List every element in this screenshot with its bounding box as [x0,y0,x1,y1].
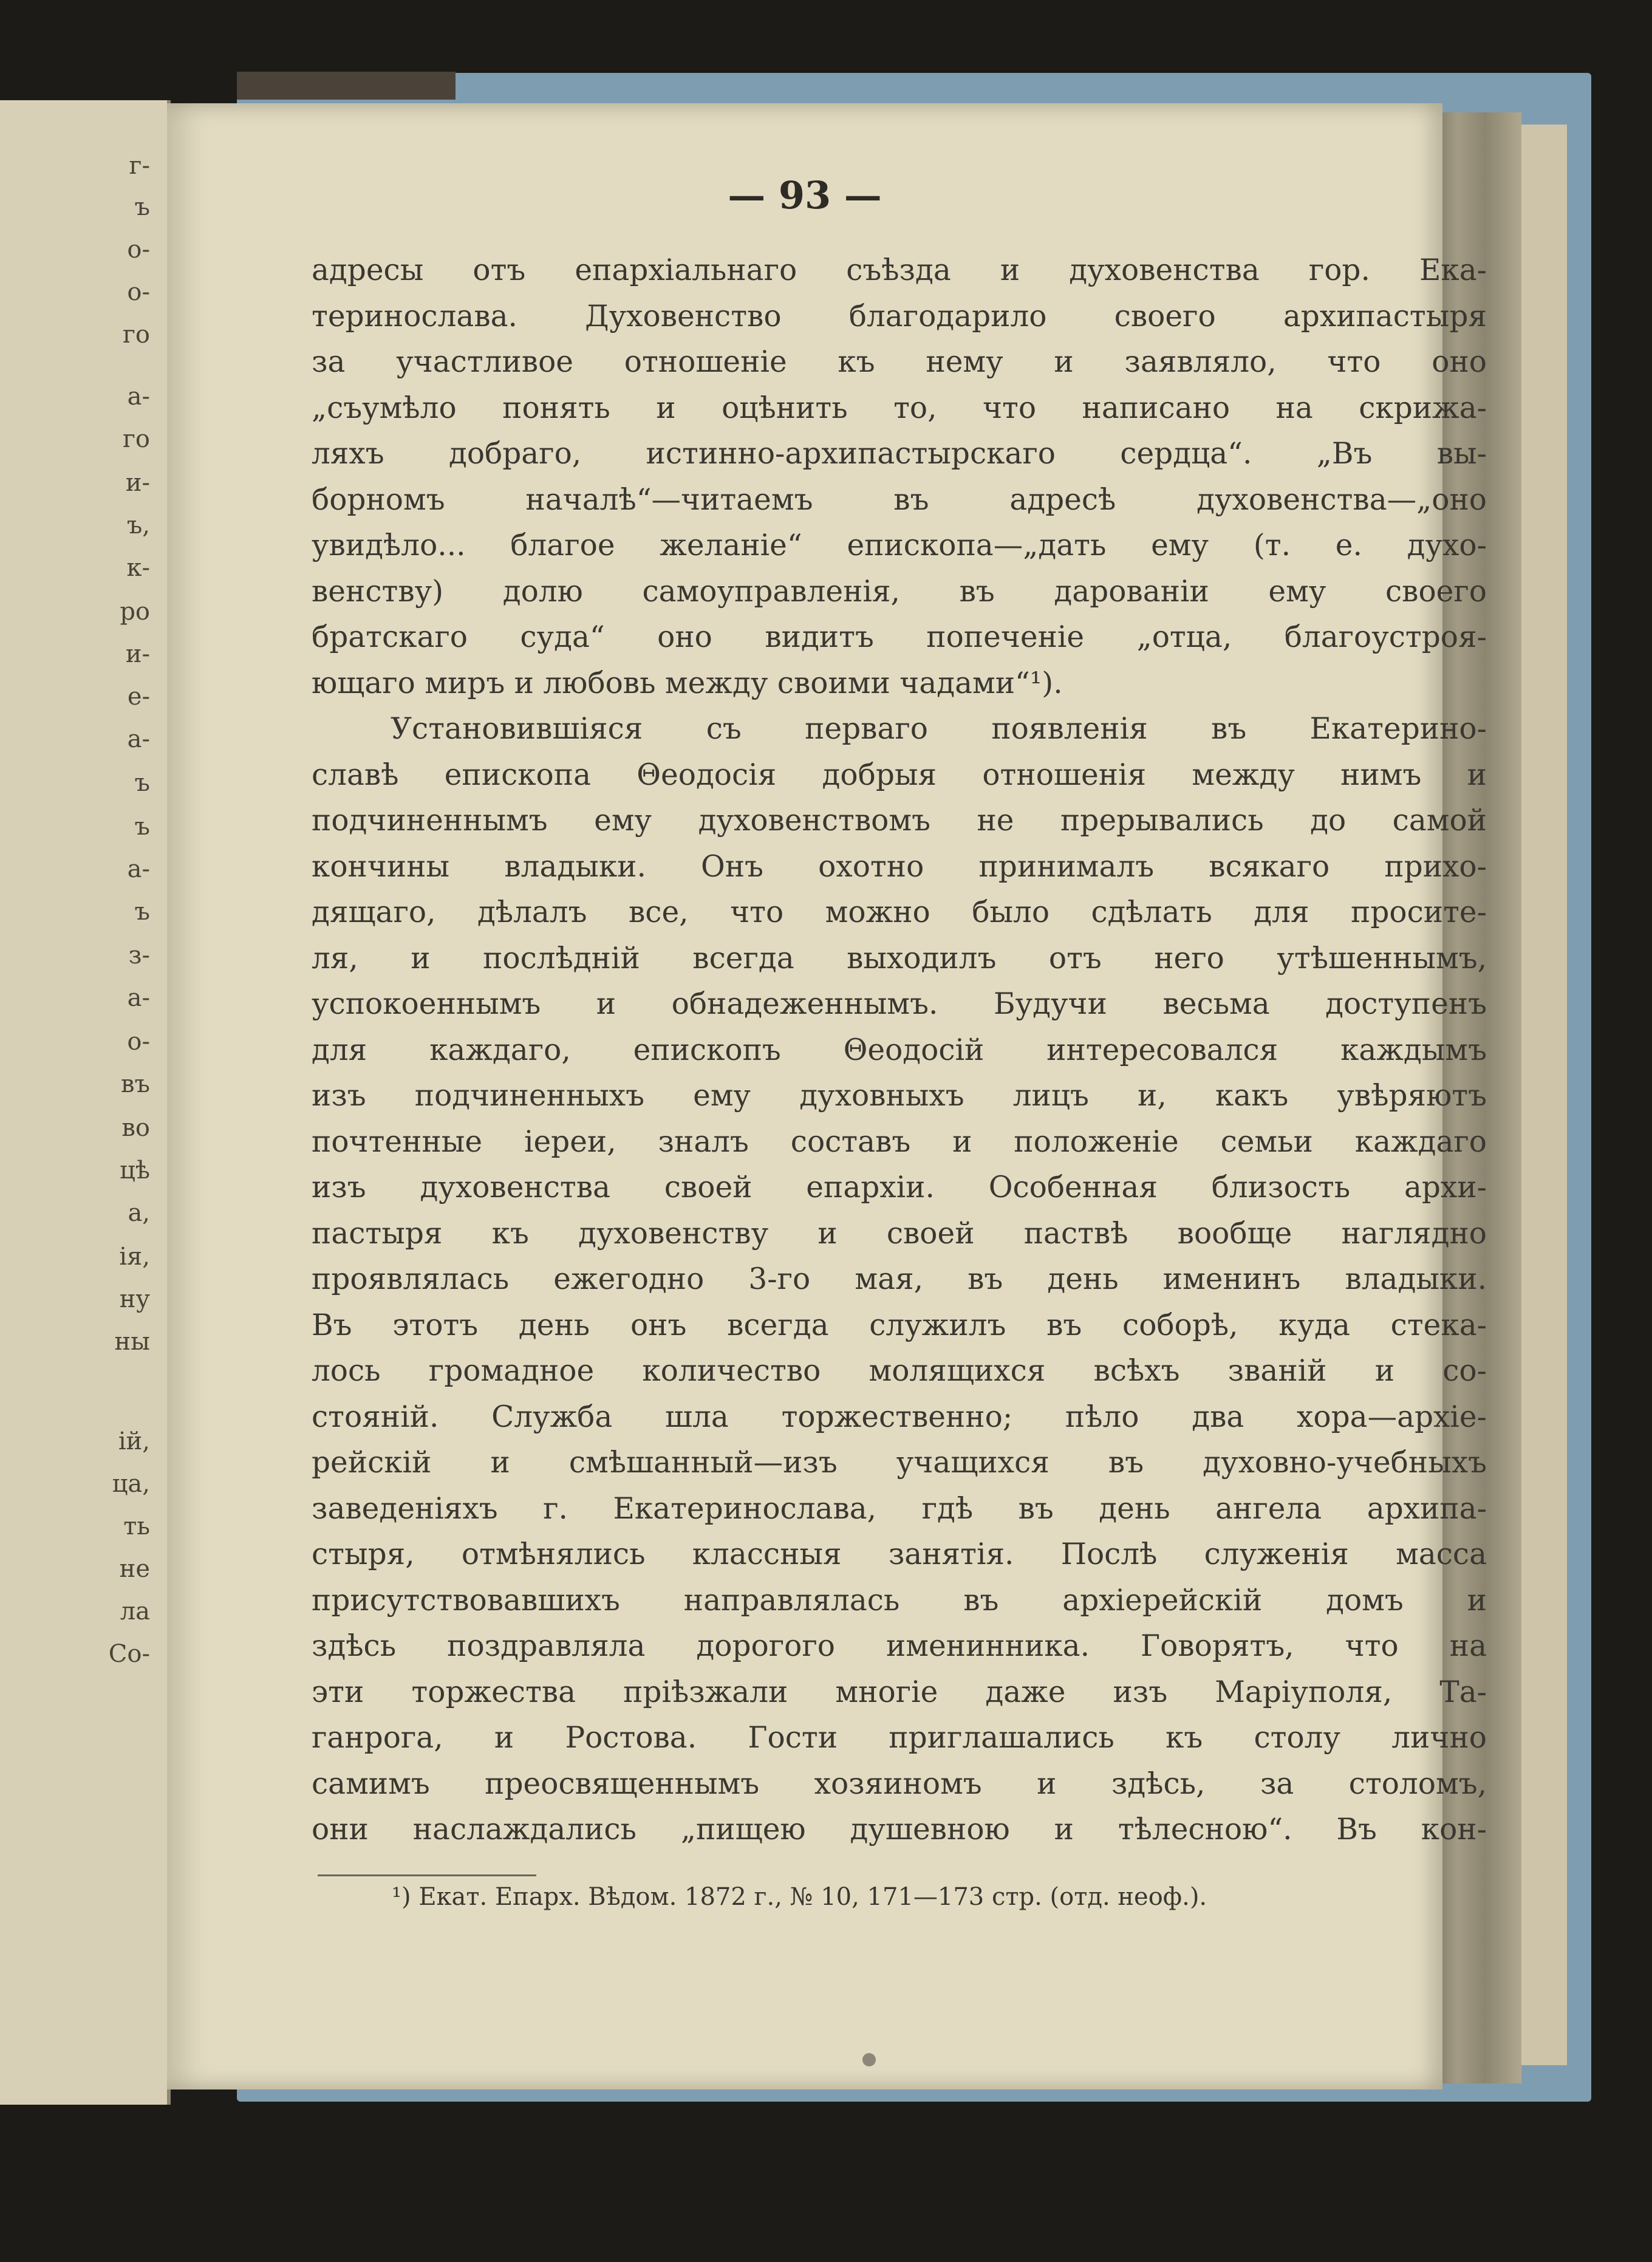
text-line: Установившіяся съ перваго появленія въ Екатерино- [391,712,1487,746]
text-line: борномъ началѣ“—читаемъ въ адресѣ духовенства—„оно [312,482,1487,517]
left-page-fragment: о- [127,236,150,264]
left-page-fragment: ій, [118,1427,150,1455]
text-line: для каждаго, епископъ Θеодосій интересовался каждымъ [312,1033,1487,1067]
footnote-rule [318,1874,536,1876]
text-line: дящаго, дѣлалъ все, что можно было сдѣлать для просите- [312,895,1487,929]
book-page [167,103,1487,2089]
left-page-fragment: е- [127,683,150,711]
left-page-fragment: а- [127,984,150,1012]
text-line: теринослава. Духовенство благодарило своего архипастыря [312,299,1487,333]
text-line: присутствовавшихъ направлялась въ архіерейскій домъ и [312,1583,1487,1618]
text-line: стыря, отмѣнялись классныя занятія. Послѣ служенія масса [312,1537,1487,1571]
left-page-fragment: ть [123,1512,150,1540]
left-page-fragment: о- [127,1028,150,1056]
left-page-fragment: ъ [134,813,150,841]
page-spot [862,2053,876,2066]
left-page-fragment: цѣ [120,1157,150,1184]
left-page-fragment: не [119,1555,150,1583]
text-line: славѣ епископа Θеодосія добрыя отношенія между нимъ и [312,757,1487,792]
text-line: они наслаждались „пищею душевною и тѣлесною“. Въ кон- [312,1813,1487,1847]
left-page-fragment: ла [120,1597,150,1625]
left-page-fragment: а- [127,383,150,411]
text-line: „съумѣло понять и оцѣнить то, что написано на скрижа- [312,391,1487,425]
text-line: эти торжества пріѣзжали многіе даже изъ Маріуполя, Та- [312,1675,1487,1709]
text-line: ющаго миръ и любовь между своими чадами“¹). [312,666,1063,700]
left-page-fragment: ны [114,1328,150,1356]
text-line: ля, и послѣдній всегда выходилъ отъ него утѣшеннымъ, [312,941,1487,976]
text-line: подчиненнымъ ему духовенствомъ не прерывались до самой [312,804,1487,838]
cover-spine-strip [237,72,456,100]
left-page-fragment: го [122,425,150,453]
text-line: здѣсь поздравляла дорогого именинника. Говорятъ, что на [312,1629,1487,1663]
text-line: самимъ преосвященнымъ хозяиномъ и здѣсь, за столомъ, [312,1766,1487,1801]
page-number: — 93 — [728,173,882,217]
text-line: изъ подчиненныхъ ему духовныхъ лицъ и, какъ увѣряютъ [312,1079,1487,1113]
left-page-fragment: о- [127,278,150,306]
left-page-fragment: а- [127,855,150,883]
text-line: за участливое отношеніе къ нему и заявляло, что оно [312,345,1487,379]
text-line: ляхъ добраго, истинно-архипастырскаго сердца“. „Въ вы- [312,437,1487,471]
text-line: рейскій и смѣшанный—изъ учащихся въ духовно-учебныхъ [312,1446,1487,1480]
text-line: увидѣло... благое желаніе“ епископа—„дать ему (т. е. духо- [312,528,1487,562]
left-page-fragment: го [122,321,150,349]
left-page-fragment: з- [128,941,150,969]
left-page-fragment: к- [126,554,150,582]
left-page-fragment: ну [119,1285,150,1313]
text-line: братскаго суда“ оно видитъ попеченіе „отца, благоустроя- [312,620,1487,654]
text-line: адресы отъ епархіальнаго съѣзда и духовенства гор. Ека- [312,253,1487,287]
text-line: изъ духовенства своей епархіи. Особенная близость архи- [312,1170,1487,1204]
footnote: ¹) Екат. Епарх. Вѣдом. 1872 г., № 10, 171—173 стр. (отд. неоф.). [392,1883,1207,1911]
text-line: Въ этотъ день онъ всегда служилъ въ соборѣ, куда стека- [312,1308,1487,1342]
text-line: проявлялась ежегодно 3-го мая, въ день именинъ владыки. [312,1262,1487,1296]
left-page-fragment: а- [127,725,150,753]
left-page-fragment: Со- [108,1640,150,1668]
left-page-fragment: въ [121,1070,150,1098]
left-page-fragment: ца, [112,1470,150,1498]
left-page-fragment: ъ [134,769,150,797]
left-page-fragment: ъ [134,898,150,926]
left-page-fragment: ро [120,598,150,626]
left-page-fragment: и- [125,640,150,668]
text-line: лось громадное количество молящихся всѣхъ званій и со- [312,1354,1487,1388]
left-page-fragment: а, [128,1199,150,1227]
text-line: пастыря къ духовенству и своей паствѣ вообще наглядно [312,1216,1487,1251]
left-page-fragment: и- [125,469,150,497]
text-line: стояній. Служба шла торжественно; пѣло два хора—архіе- [312,1399,1487,1434]
text-line: заведеніяхъ г. Екатеринослава, гдѣ въ день ангела архипа- [312,1491,1487,1526]
text-line: кончины владыки. Онъ охотно принималъ всякаго прихо- [312,849,1487,884]
text-line: успокоеннымъ и обнадеженнымъ. Будучи весьма доступенъ [312,987,1487,1021]
left-page-fragment: ъ [134,193,150,221]
text-line: венству) долю самоуправленія, въ дарованіи ему своего [312,574,1487,609]
left-page-fragment: ія, [119,1243,150,1271]
left-page-fragment: ъ, [126,511,150,539]
left-page-fragment: во [121,1114,150,1142]
left-page-fragment: г- [129,152,150,180]
text-line: ганрога, и Ростова. Гости приглашались къ столу лично [312,1721,1487,1755]
text-line: почтенные іереи, зналъ составъ и положеніе семьи каждаго [312,1124,1487,1159]
body-text [312,248,1487,1853]
left-facing-page [0,100,171,2105]
